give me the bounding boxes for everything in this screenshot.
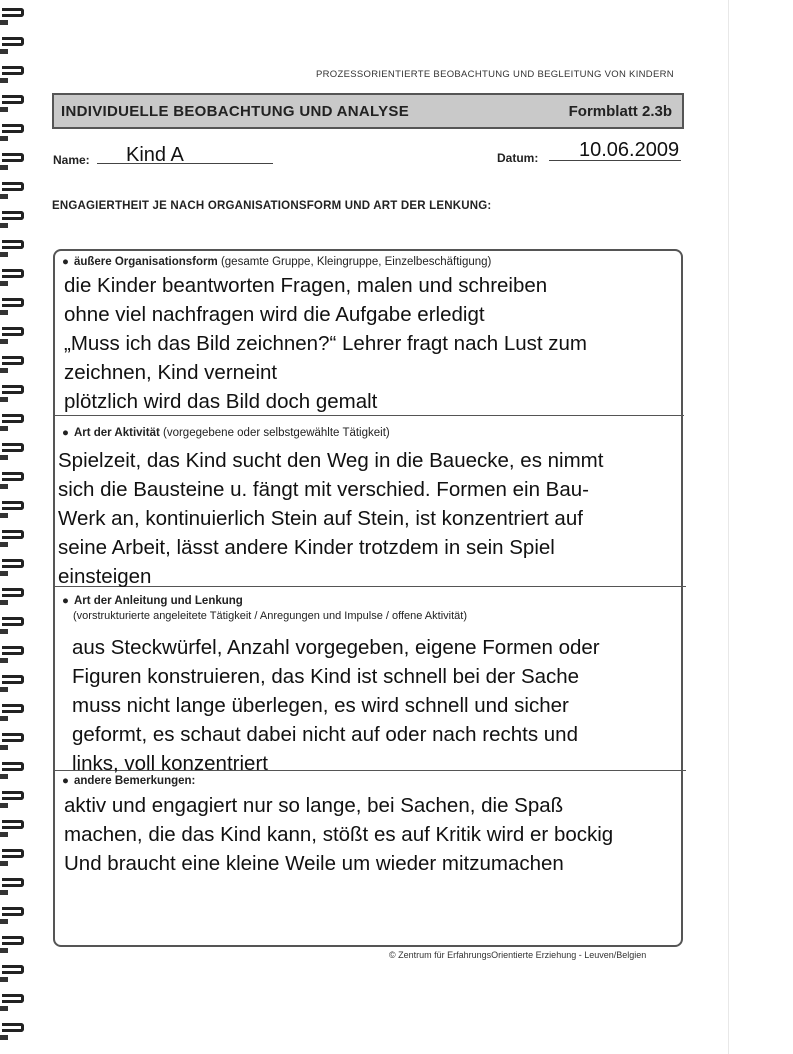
binding-loop xyxy=(2,936,24,945)
binding-stub xyxy=(0,571,8,576)
bullet-icon: ● xyxy=(62,427,69,439)
binding-stub xyxy=(0,542,8,547)
section-activity-notes[interactable] xyxy=(58,446,603,591)
form-title-bar xyxy=(52,93,684,129)
binding-loop xyxy=(2,704,24,713)
section-heading: ENGAGIERTHEIT JE NACH ORGANISATIONSFORM UND ART DER LENKUNG: xyxy=(52,200,492,212)
section-guidance-subtitle: (vorstrukturierte angeleitete Tätigkeit / Anregungen und Impulse / offene Aktivität) xyxy=(73,610,467,622)
binding-loop xyxy=(2,95,24,104)
binding-loop xyxy=(2,501,24,510)
binding-loop xyxy=(2,530,24,539)
binding-loop xyxy=(2,791,24,800)
binding-loop xyxy=(2,820,24,829)
note-line: Figuren konstruieren, das Kind ist schnell bei der Sache xyxy=(72,665,580,688)
note-line: aus Steckwürfel, Anzahl vorgegeben, eigene Formen oder xyxy=(72,636,600,659)
binding-stub xyxy=(0,513,8,518)
binding-stub xyxy=(0,194,8,199)
note-line: zeichnen, Kind verneint xyxy=(64,361,278,384)
note-line: links, voll konzentriert xyxy=(72,752,268,775)
binding-loop xyxy=(2,443,24,452)
form-number: Formblatt 2.3b xyxy=(568,103,672,120)
binding-stub xyxy=(0,339,8,344)
page-edge xyxy=(728,0,729,1054)
binding-stub xyxy=(0,136,8,141)
name-underline xyxy=(97,163,273,164)
binding-loop xyxy=(2,8,24,17)
binding-loop xyxy=(2,327,24,336)
section-remarks-notes[interactable] xyxy=(64,791,613,878)
binding-stub xyxy=(0,977,8,982)
binding-loop xyxy=(2,878,24,887)
binding-loop xyxy=(2,66,24,75)
binding-loop xyxy=(2,211,24,220)
binding-stub xyxy=(0,774,8,779)
binding-stub xyxy=(0,397,8,402)
binding-stub xyxy=(0,49,8,54)
section-remarks-title: ● andere Bemerkungen: xyxy=(62,775,196,787)
binding-loop xyxy=(2,965,24,974)
binding-loop xyxy=(2,414,24,423)
binding-loop xyxy=(2,182,24,191)
binding-stub xyxy=(0,20,8,25)
note-line: einsteigen xyxy=(58,565,152,588)
binding-stub xyxy=(0,803,8,808)
binding-stub xyxy=(0,223,8,228)
binding-stub xyxy=(0,310,8,315)
binding-stub xyxy=(0,716,8,721)
note-line: plötzlich wird das Bild doch gemalt xyxy=(64,390,378,413)
binding-loop xyxy=(2,907,24,916)
bullet-icon: ● xyxy=(62,775,69,787)
binding-loop xyxy=(2,385,24,394)
binding-stub xyxy=(0,426,8,431)
binding-stub xyxy=(0,484,8,489)
binding-loop xyxy=(2,124,24,133)
binding-loop xyxy=(2,994,24,1003)
name-field[interactable]: Kind A xyxy=(126,144,184,166)
binding-stub xyxy=(0,890,8,895)
binding-stub xyxy=(0,687,8,692)
binding-loop xyxy=(2,762,24,771)
name-label: Name: xyxy=(53,153,90,167)
binding-stub xyxy=(0,1035,8,1040)
program-title: PROZESSORIENTIERTE BEOBACHTUNG UND BEGLEITUNG VON KINDERN xyxy=(316,69,674,80)
binding-stub xyxy=(0,919,8,924)
binding-loop xyxy=(2,733,24,742)
binding-loop xyxy=(2,646,24,655)
binding-stub xyxy=(0,78,8,83)
binding-stub xyxy=(0,745,8,750)
note-line: geformt, es schaut dabei nicht auf oder nach rechts und xyxy=(72,723,578,746)
bullet-icon: ● xyxy=(62,256,69,268)
binding-stub xyxy=(0,252,8,257)
binding-stub xyxy=(0,600,8,605)
binding-loop xyxy=(2,1023,24,1032)
note-line: „Muss ich das Bild zeichnen?“ Lehrer fragt nach Lust zum xyxy=(64,332,588,355)
section-organisation-notes[interactable] xyxy=(64,271,587,416)
section-organisation-title: ● äußere Organisationsform (gesamte Gruppe, Kleingruppe, Einzelbeschäftigung) xyxy=(62,256,492,268)
note-line: ohne viel nachfragen wird die Aufgabe erledigt xyxy=(64,303,485,326)
binding-stub xyxy=(0,861,8,866)
binding-loop xyxy=(2,240,24,249)
note-line: machen, die das Kind kann, stößt es auf Kritik wird er bockig xyxy=(64,823,614,846)
binding-loop xyxy=(2,588,24,597)
note-line: seine Arbeit, lässt andere Kinder trotzdem in sein Spiel xyxy=(58,536,555,559)
binding-loop xyxy=(2,559,24,568)
section-guidance-notes[interactable] xyxy=(72,633,600,778)
binding-loop xyxy=(2,298,24,307)
binding-stub xyxy=(0,107,8,112)
binding-loop xyxy=(2,849,24,858)
form-title: INDIVIDUELLE BEOBACHTUNG UND ANALYSE xyxy=(61,103,410,120)
binding-loop xyxy=(2,356,24,365)
note-line: muss nicht lange überlegen, es wird schnell und sicher xyxy=(72,694,569,717)
binding-stub xyxy=(0,948,8,953)
binding-loop xyxy=(2,675,24,684)
binding-stub xyxy=(0,629,8,634)
copyright-footer: © Zentrum für ErfahrungsOrientierte Erziehung - Leuven/Belgien xyxy=(389,950,647,960)
binding-stub xyxy=(0,832,8,837)
binding-stub xyxy=(0,165,8,170)
binding-stub xyxy=(0,368,8,373)
spiral-binding xyxy=(0,0,30,1054)
note-line: Und braucht eine kleine Weile um wieder mitzumachen xyxy=(64,852,564,875)
binding-stub xyxy=(0,455,8,460)
binding-loop xyxy=(2,472,24,481)
note-line: die Kinder beantworten Fragen, malen und schreiben xyxy=(64,274,548,297)
section-guidance-title: ● Art der Anleitung und Lenkung xyxy=(62,595,243,607)
bullet-icon: ● xyxy=(62,595,69,607)
binding-loop xyxy=(2,153,24,162)
binding-loop xyxy=(2,617,24,626)
section-activity-title: ● Art der Aktivität (vorgegebene oder selbstgewählte Tätigkeit) xyxy=(62,427,390,439)
binding-loop xyxy=(2,37,24,46)
binding-stub xyxy=(0,658,8,663)
date-field[interactable]: 10.06.2009 xyxy=(579,139,680,161)
binding-stub xyxy=(0,281,8,286)
binding-stub xyxy=(0,1006,8,1011)
note-line: Werk an, kontinuierlich Stein auf Stein, ist konzentriert auf xyxy=(58,507,583,530)
note-line: aktiv und engagiert nur so lange, bei Sachen, die Spaß xyxy=(64,794,564,817)
binding-loop xyxy=(2,269,24,278)
note-line: Spielzeit, das Kind sucht den Weg in die Bauecke, es nimmt xyxy=(58,449,604,472)
date-label: Datum: xyxy=(497,151,539,165)
note-line: sich die Bausteine u. fängt mit verschied. Formen ein Bau- xyxy=(58,478,589,501)
